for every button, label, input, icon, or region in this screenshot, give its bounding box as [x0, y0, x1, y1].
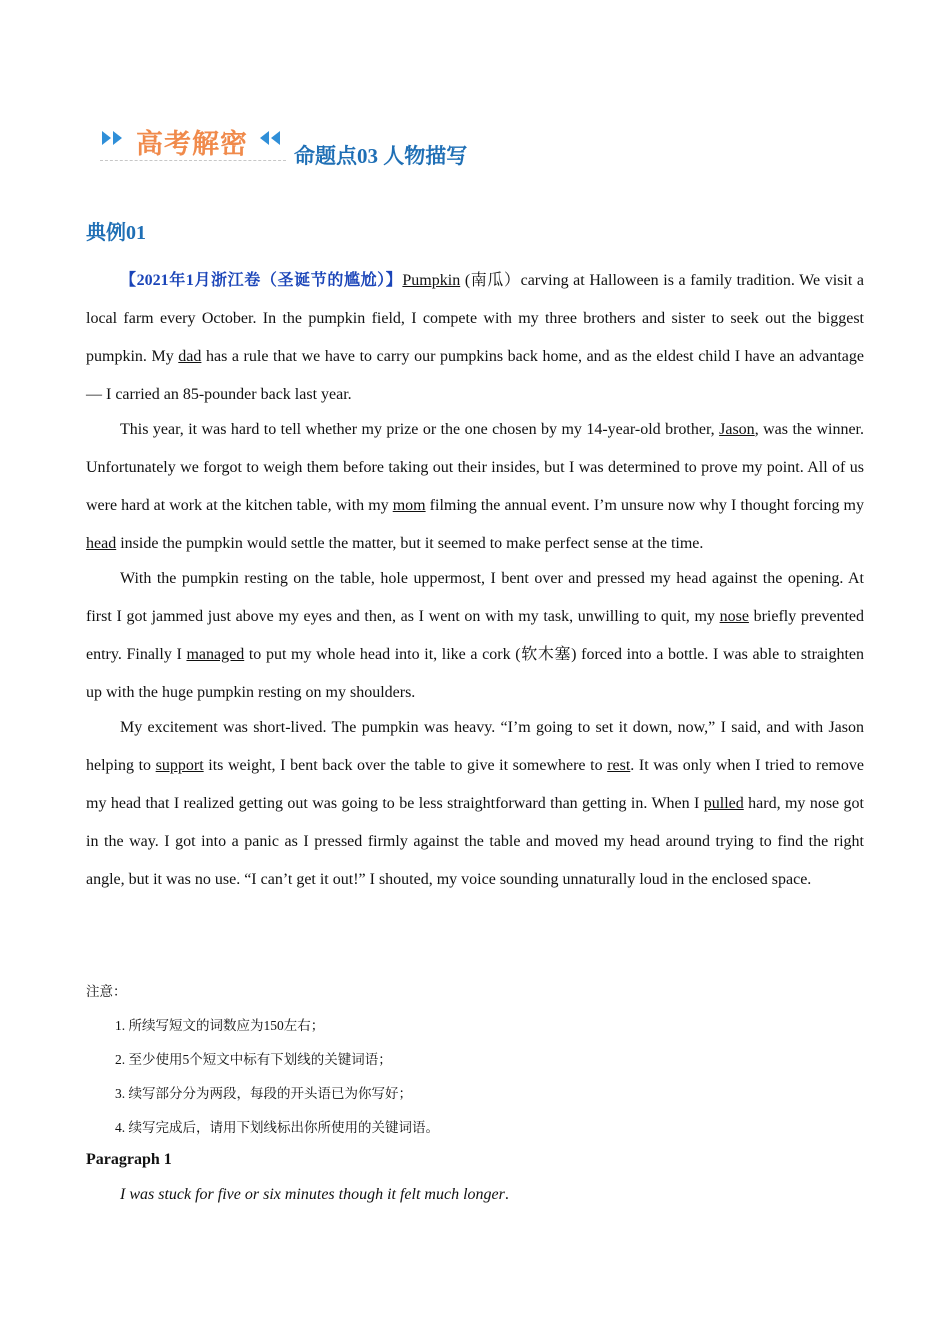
document-header — [100, 120, 520, 170]
source-citation: 【2021年1月浙江卷（圣诞节的尴尬）】 — [120, 272, 403, 289]
keyword: support — [155, 757, 204, 774]
keyword: Pumpkin — [402, 272, 461, 289]
keyword: Jason — [719, 421, 755, 438]
passage-text: This year, it was hard to tell whether my prize or the one chosen by my 14-year-old brother, — [120, 421, 720, 438]
opening-period: . — [504, 1186, 509, 1203]
logo-divider — [100, 160, 286, 161]
notes-label: 注意： — [86, 984, 127, 999]
topic-title: 命题点03 人物描写 — [294, 144, 468, 168]
passage-paragraph-3 — [86, 560, 864, 712]
passage-text: its weight, I bent back over the table to give it somewhere to — [203, 757, 608, 774]
double-arrow-right-icon — [102, 130, 128, 146]
passage-paragraph-2 — [86, 411, 864, 563]
keyword: managed — [186, 646, 245, 663]
logo-text: 高考解密 — [136, 129, 248, 160]
keyword: dad — [178, 348, 202, 365]
passage-text: hard, my nose got in the way. I got into a panic as I pressed firmly against the table and moved my head around trying to find the right angle, but it was no use. “I can’t get it out!” I shouted, my voice sounding unnaturally loud in the enclosed space. — [86, 795, 864, 888]
keyword: head — [86, 535, 117, 552]
passage-text: , was the winner. Unfortunately we forgot to weigh them before taking out their insides, but I was determined to prove my point. All of us were hard at work at the kitchen table, with my — [86, 421, 864, 514]
paragraph-1-heading: Paragraph 1 — [86, 1151, 172, 1168]
gaokao-logo — [100, 122, 290, 162]
keyword: pulled — [703, 795, 744, 812]
passage-text: to put my whole head into it, like a cork (软木塞) forced into a bottle. I was able to straighten up with the huge pumpkin resting on my shoulders. — [86, 646, 865, 701]
passage-text: inside the pumpkin would settle the matter, but it seemed to make perfect sense at the time. — [116, 535, 704, 552]
keyword: rest — [607, 757, 631, 774]
opening-sentence: I was stuck for five or six minutes though it felt much longer — [120, 1186, 505, 1203]
note-item: 2. 至少使用5个短文中标有下划线的关键词语； — [115, 1052, 392, 1067]
passage-text: (南瓜）carving at Halloween is a family tradition. We visit a local farm every October. In the pumpkin field, I compete with my three brothers and sister to seek out the biggest pumpkin. My — [86, 272, 864, 365]
passage-text: With the pumpkin resting on the table, hole uppermost, I bent over and pressed my head against the opening. At first I got jammed just above my eyes and then, as I went on with my task, unwilling to quit, my — [86, 570, 864, 625]
notes-section — [86, 982, 864, 1138]
passage-text: briefly prevented entry. Finally I — [86, 608, 864, 663]
keyword: nose — [719, 608, 749, 625]
reading-passage — [86, 262, 864, 899]
passage-paragraph-1 — [86, 262, 864, 414]
keyword: mom — [392, 497, 426, 514]
passage-paragraph-4 — [86, 709, 864, 899]
passage-text: has a rule that we have to carry our pumpkins back home, and as the eldest child I have an advantage — I carried an 85-pounder back last year. — [86, 348, 864, 403]
paragraph-1-opening — [120, 1186, 509, 1204]
note-item: 3. 续写部分分为两段，每段的开头语已为你写好； — [115, 1086, 412, 1101]
double-arrow-left-icon — [260, 130, 286, 146]
passage-text: My excitement was short-lived. The pumpkin was heavy. “I’m going to set it down, now,” I said, and with Jason helping to — [86, 719, 864, 774]
example-heading: 典例01 — [86, 222, 146, 244]
note-item: 4. 续写完成后，请用下划线标出你所使用的关键词语。 — [115, 1120, 439, 1135]
passage-text: . It was only when I tried to remove my head that I realized getting out was going to be less straightforward than getting in. When I — [86, 757, 864, 812]
passage-text: filming the annual event. I’m unsure now why I thought forcing my — [425, 497, 865, 514]
note-item: 1. 所续写短文的词数应为150左右； — [115, 1018, 325, 1033]
